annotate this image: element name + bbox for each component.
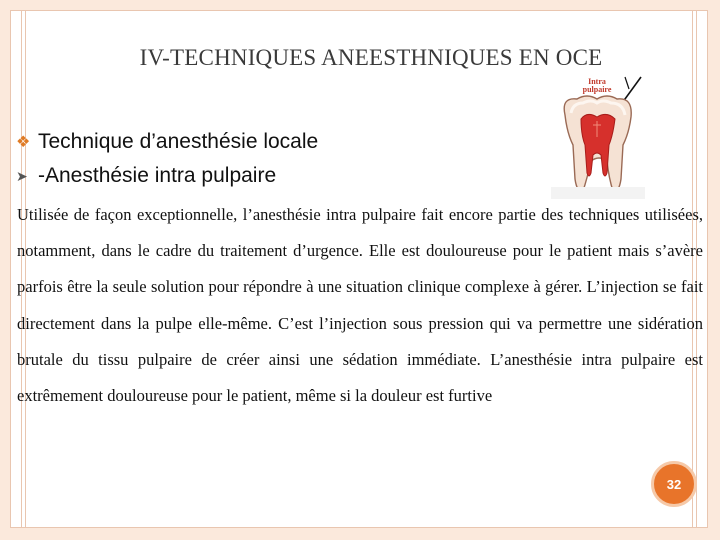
bullet-text-2: -Anesthésie intra pulpaire <box>38 164 277 187</box>
arrow-bullet-icon: ➤ <box>16 167 28 184</box>
bullet-item-2 <box>16 164 276 188</box>
slide-title: IV-TECHNIQUES ANEESTHNIQUES EN OCE <box>139 45 603 70</box>
tooth-pulp-illustration <box>551 75 645 199</box>
orange-diamond-bullet-icon: ❖ <box>16 134 31 151</box>
body-paragraph: Utilisée de façon exceptionnelle, l’anesthésie intra pulpaire fait encore partie des techniques utilisées, notamment, dans le cadre du traitement d’urgence. Elle est douloureuse pour le patient mais s’avère parfois être la seule solution pour répondre à une situation clinique complexe à gérer. L’injection se fait directement dans la pulpe elle-même. C’est l’injection sous pression qui va permettre une sidération brutale du tissu pulpaire de créer ainsi une sédation immédiate. L’anesthésie intra pulpaire est extrêmement douloureuse pour le patient, même si la douleur est furtive <box>17 205 703 406</box>
page-number-badge: 32 <box>651 461 697 507</box>
bullet-item-1 <box>16 130 318 154</box>
slide <box>10 10 708 528</box>
image-label-line1: Intra <box>588 77 606 86</box>
image-label-line2: pulpaire <box>582 85 612 94</box>
bullet-text-1: Technique d’anesthésie locale <box>38 130 319 153</box>
